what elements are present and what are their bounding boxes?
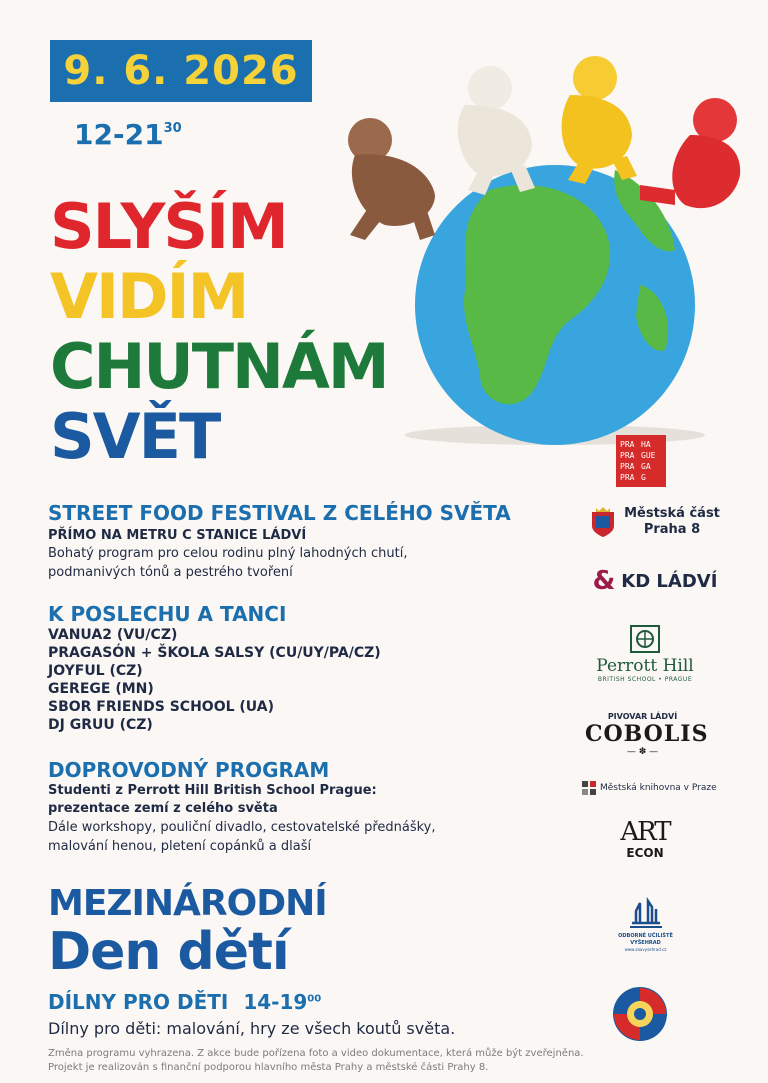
ouv-logo (608, 893, 683, 963)
program-text-2: malování henou, pletení copánků a dlaší (48, 839, 312, 854)
festival-title: STREET FOOD FESTIVAL Z CELÉHO SVĚTA (48, 501, 511, 525)
figure-brown (348, 118, 435, 240)
music-list (48, 626, 381, 734)
figure-yellow (562, 56, 637, 184)
cobolis-logo (585, 712, 709, 762)
workshops-time-sup: 00 (307, 993, 322, 1005)
ouv-line2: VYŠEHRAD (630, 940, 661, 946)
time-sup: 30 (163, 121, 182, 136)
music-item: SBOR FRIENDS SCHOOL (UA) (48, 699, 274, 715)
praha-logo-text: PRA (620, 440, 635, 449)
program-text-1: Dále workshopy, pouliční divadlo, cestovatelské přednášky, (48, 820, 436, 835)
music-item: PRAGASÓN + ŠKOLA SALSY (CU/UY/PA/CZ) (48, 645, 381, 661)
artecon-bottom: ECON (626, 846, 664, 860)
praha-logo-text: GUE (641, 451, 656, 460)
workshops-label: DÍLNY PRO DĚTI (48, 990, 229, 1014)
praha-logo-text: GA (641, 462, 651, 471)
praha-logo-text: PRA (620, 451, 635, 460)
kd-ladvi-logo (585, 563, 725, 599)
figure-red (640, 98, 740, 208)
workshops-time: 14-19 (243, 990, 308, 1014)
workshops-heading (48, 990, 321, 1014)
music-title: K POSLECHU A TANCI (48, 602, 287, 626)
praha8-line1: Městská část (624, 506, 720, 521)
music-item: DJ GRUU (CZ) (48, 717, 153, 733)
mkp-logo (582, 778, 722, 798)
ouv-line1: ODBORNÉ UČILIŠTĚ (618, 933, 673, 939)
perrott-hill-logo (585, 622, 705, 692)
praha-logo-text: G (641, 473, 646, 482)
lion-emblem-icon (612, 986, 668, 1042)
festival-text-1: Bohatý program pro celou rodinu plný lahodných chutí, (48, 546, 408, 561)
cobolis-name: COBOLIS (585, 721, 709, 747)
program-sub-2: prezentace zemí z celého světa (48, 801, 278, 816)
kd-ladvi-name: KD LÁDVÍ (621, 570, 718, 592)
headline-vidim: VIDÍM (50, 260, 248, 333)
mkp-squares-icon (582, 781, 596, 795)
festival-text-2: podmanivých tónů a pestrého tvoření (48, 565, 293, 580)
headline-slysim: SLYŠÍM (50, 190, 287, 263)
children-title-1: MEZINÁRODNÍ (48, 883, 327, 924)
artecon-top: ART (620, 817, 670, 847)
globe-illustration (340, 50, 760, 450)
praha8-line2: Praha 8 (643, 522, 701, 537)
artecon-logo (620, 818, 670, 874)
event-time (74, 118, 182, 151)
perrott-hill-crest-icon (627, 622, 663, 656)
praha-logo (616, 435, 666, 487)
music-item: GEREGE (MN) (48, 681, 154, 697)
cobolis-ornament-icon: — ✽ — (626, 747, 659, 757)
program-title: DOPROVODNÝ PROGRAM (48, 758, 330, 782)
kd-ladvi-ampersand-icon: & (592, 566, 616, 596)
ouv-url: www.zaavysehrad.cz (624, 947, 667, 952)
headline-svet: SVĚT (50, 400, 220, 473)
mkp-name: Městská knihovna v Praze (600, 783, 717, 793)
perrott-hill-name: Perrott Hill (596, 656, 694, 676)
festival-subtitle: PŘÍMO NA METRU C STANICE LÁDVÍ (48, 528, 307, 543)
figure-white (458, 66, 535, 195)
music-item: VANUA2 (VU/CZ) (48, 627, 178, 643)
praha-logo-text: PRA (620, 473, 635, 482)
praha8-crest-icon (590, 506, 616, 538)
date-box (50, 40, 312, 102)
program-sub-1: Studenti z Perrott Hill British School Prague: (48, 783, 377, 798)
cobolis-top: PIVOVAR LÁDVÍ (607, 712, 678, 721)
event-date: 9. 6. 2026 (63, 48, 299, 94)
time-main: 12-21 (74, 118, 164, 151)
music-item: JOYFUL (CZ) (48, 663, 143, 679)
perrott-hill-sub: BRITISH SCHOOL • PRAGUE (597, 676, 693, 683)
headline-chutnam: CHUTNÁM (50, 330, 388, 403)
workshops-description: Dílny pro děti: malování, hry ze všech koutů světa. (48, 1019, 456, 1038)
praha-logo-text: PRA (620, 462, 635, 471)
children-title-2: Den dětí (48, 922, 289, 982)
footnote-1: Změna programu vyhrazena. Z akce bude pořízena foto a video dokumentace, která může být zveřejněna. (48, 1048, 584, 1059)
praha8-logo (580, 500, 730, 544)
ouv-emblem-icon (626, 893, 666, 933)
praha-logo-text: HA (641, 440, 651, 449)
footnote-2: Projekt je realizován s finanční podporou hlavního města Prahy a městské části Prahy 8. (48, 1062, 489, 1073)
